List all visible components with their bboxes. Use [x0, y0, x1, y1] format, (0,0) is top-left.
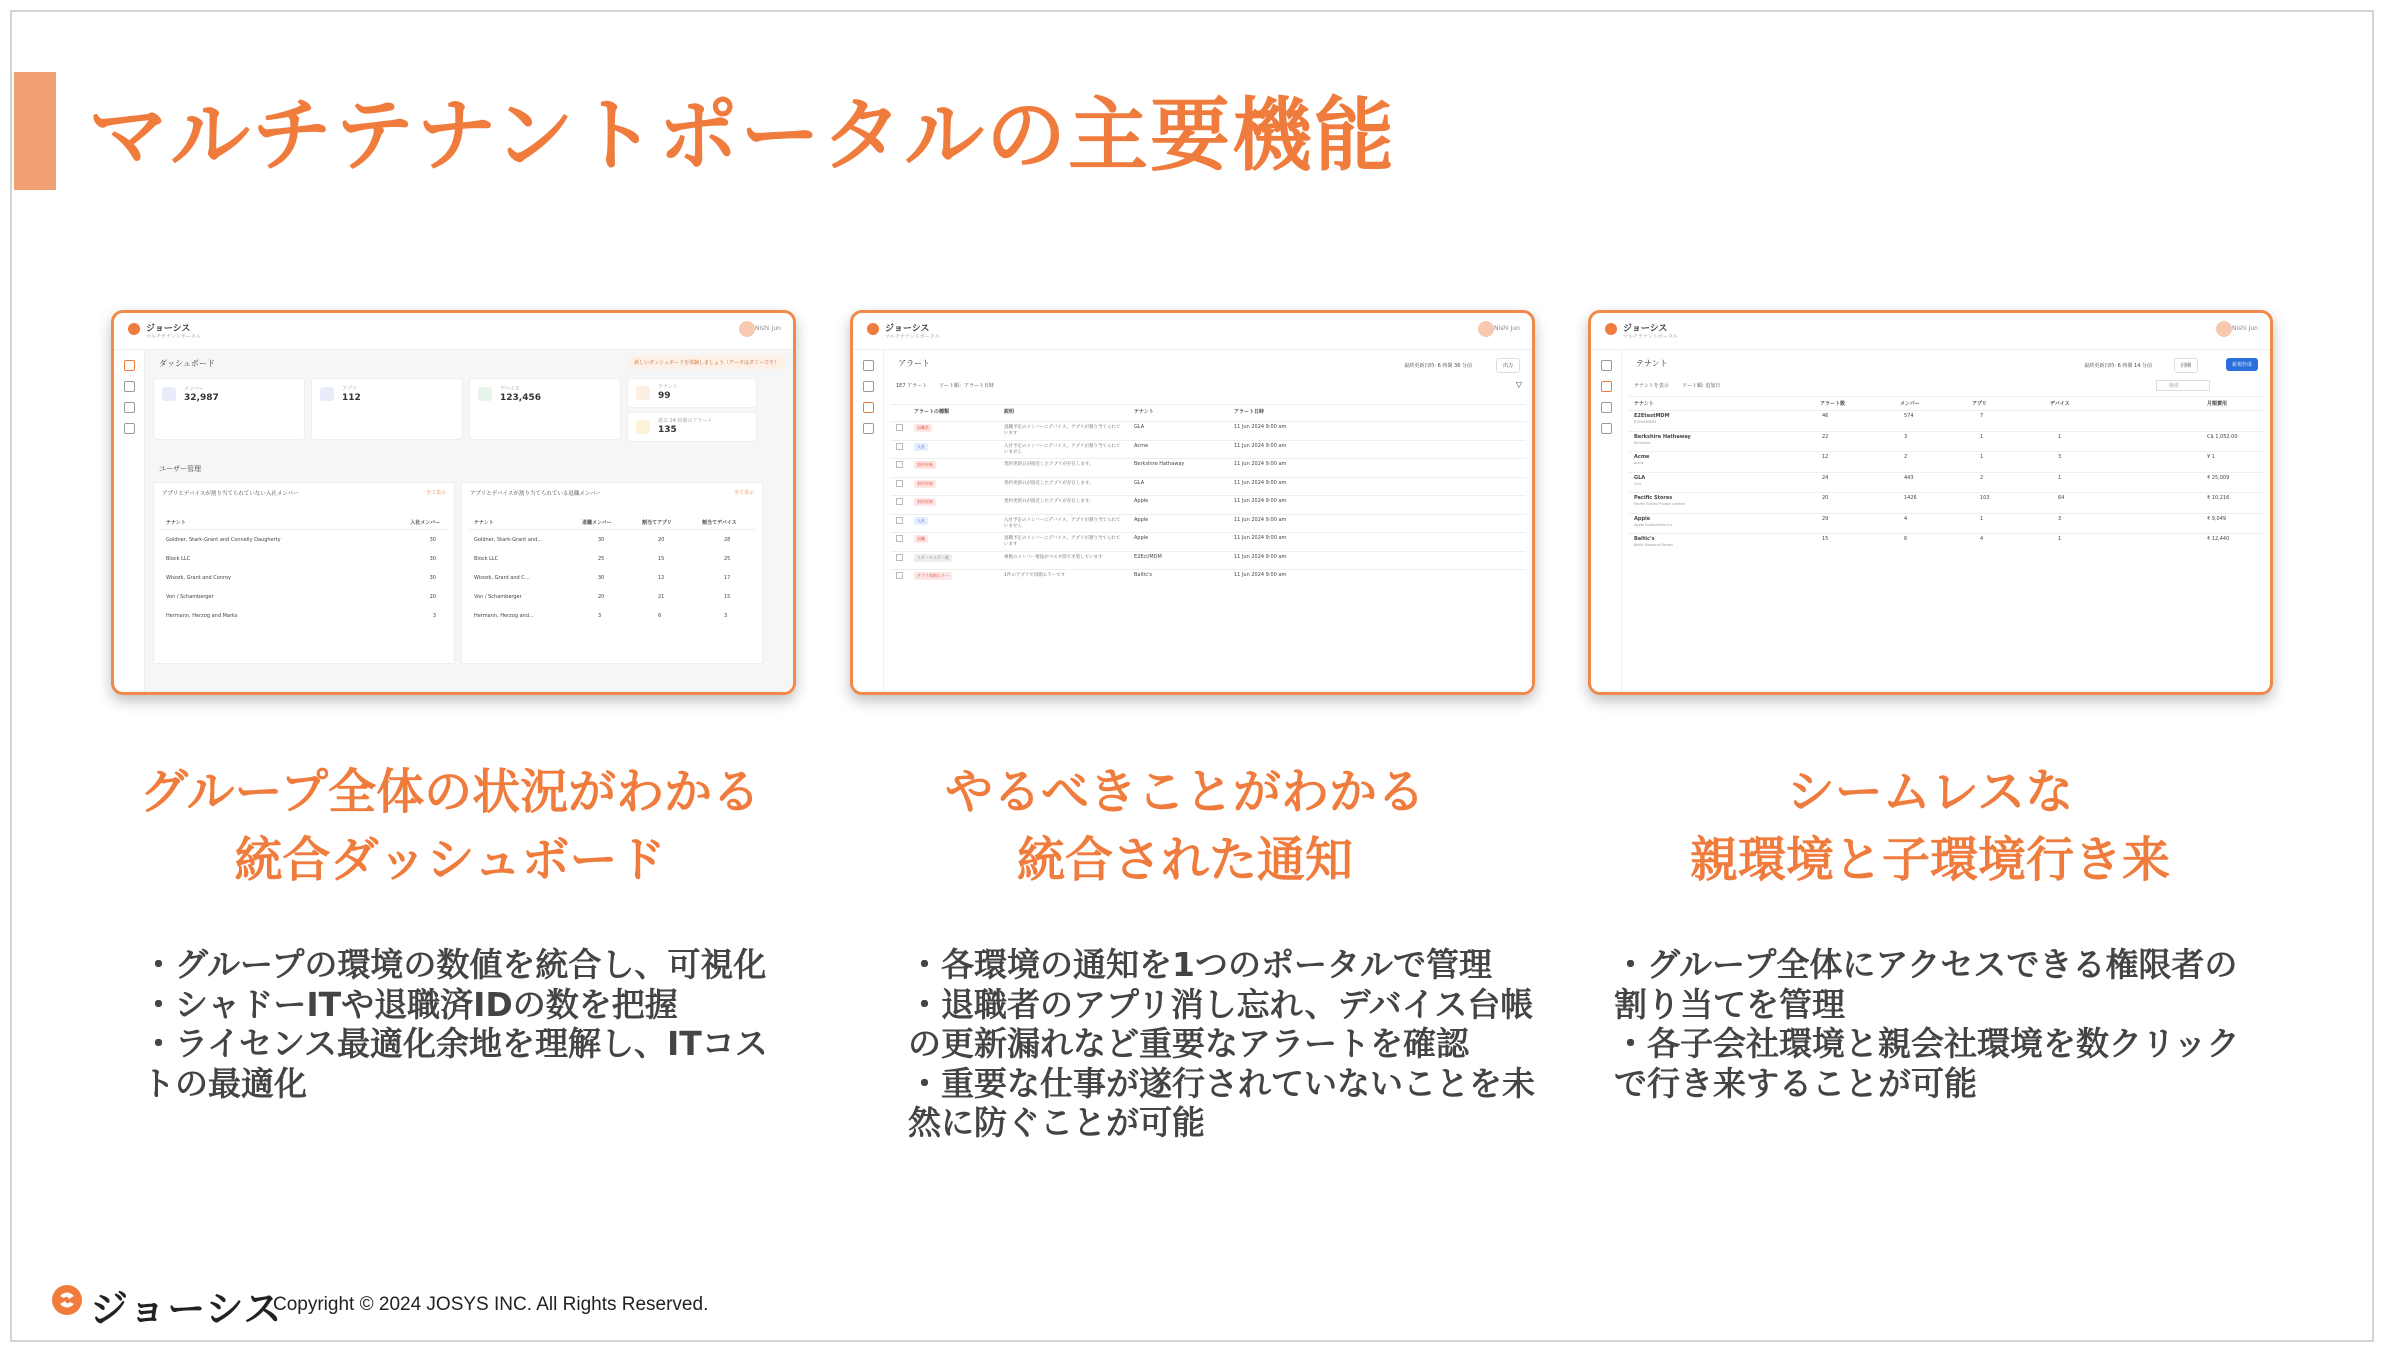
tenant-apps: 7 [1980, 413, 1984, 419]
josys-logo-icon [867, 323, 879, 335]
tenant-subname: Baltic Seasonal Stores [1634, 543, 1673, 547]
alert-tenant[interactable]: Baltic's [1134, 572, 1152, 578]
tenant-members: 2 [1904, 454, 1908, 460]
tenant-members: 6 [1904, 536, 1908, 542]
tenants-screenshot [1588, 310, 2273, 695]
tenant-devices: 3 [2058, 454, 2062, 460]
alerts-24h-card[interactable]: 過去 24 時間のアラート 135 [627, 412, 757, 442]
alert-tenant[interactable]: Apple [1134, 516, 1149, 523]
alert-type-badge: ステータス不一致 [914, 554, 952, 562]
tenant-view-filter[interactable]: テナントを表示 [1634, 383, 1669, 389]
page-title: テナント [1636, 359, 1668, 368]
slide-title: マルチテナントポータルの主要機能 [88, 89, 1396, 182]
alert-date: 11 Jun 2024 9:00 am [1234, 479, 1287, 486]
sort-filter[interactable]: ソート順: 追加日 [1682, 383, 1721, 389]
tenant-alerts: 15 [1822, 536, 1829, 542]
tenant-apps: 1 [1980, 454, 1984, 460]
row-checkbox[interactable] [896, 572, 903, 579]
app-header [1591, 313, 2270, 350]
alerts-nav-icon[interactable] [863, 402, 874, 413]
sidebar [114, 350, 145, 692]
dashboard-nav-icon[interactable] [1601, 360, 1612, 371]
create-tenant-button[interactable]: 新規作成 [2226, 358, 2258, 371]
tenant-apps: 2 [1980, 474, 1984, 481]
tenant-cost: ₹ 12,440 [2207, 536, 2230, 542]
alert-date: 11 Jun 2024 9:00 am [1234, 424, 1287, 430]
title-accent-bar [14, 72, 56, 190]
dashboard-nav-icon[interactable] [124, 360, 135, 371]
alert-description: 退職予定のメンバーにデバイス、アプリが割り当てられています [1004, 536, 1121, 547]
row-checkbox[interactable] [896, 480, 903, 487]
tenant-alerts: 20 [1822, 495, 1829, 501]
apps-card[interactable]: アプリ 112 [311, 378, 463, 440]
tenant-alerts: 12 [1822, 454, 1829, 460]
alert-description: 契約更新日が接近したアプリが存在します。 [1004, 499, 1094, 504]
tenant-members: 1426 [1904, 495, 1917, 501]
alert-date: 11 Jun 2024 9:00 am [1234, 572, 1287, 578]
josys-logo-icon [50, 1283, 84, 1317]
app-header [114, 313, 793, 350]
josys-logo-icon [128, 323, 140, 335]
alerts-nav-icon[interactable] [124, 402, 135, 413]
feature-heading-switching: シームレスな 親環境と子環境行き来 [1689, 764, 2170, 889]
alert-description: 退職予定のメンバーにデバイス、アプリが割り当てられています [1004, 425, 1121, 436]
table-row[interactable]: Goldner, Stark-Grant and... [474, 537, 543, 543]
tenant-subname: GLA [1634, 481, 1642, 486]
tenant-alerts: 29 [1822, 515, 1829, 522]
view-all-link[interactable]: 全て表示 [425, 490, 446, 496]
alert-date: 11 Jun 2024 9:00 am [1234, 516, 1287, 523]
alert-bell-icon [636, 420, 650, 434]
tenants-nav-icon[interactable] [124, 423, 135, 434]
footer-brand: ジョーシス [90, 1287, 283, 1331]
tenant-cost: ₹ 10,216 [2207, 495, 2230, 501]
tenant-devices: 3 [2058, 515, 2062, 522]
members-card[interactable]: メンバー 32,987 [153, 378, 305, 440]
alert-type-badge: アプリ同期エラー [914, 572, 952, 580]
alerts-nav-icon[interactable] [1601, 402, 1612, 413]
tenant-apps: 4 [1980, 536, 1984, 542]
tenant-members: 443 [1904, 474, 1914, 481]
alert-tenant[interactable]: GLA [1134, 479, 1145, 486]
row-checkbox[interactable] [896, 535, 903, 542]
tenant-subname: Pacific Stores Private Limited [1634, 502, 1685, 506]
table-row[interactable]: Wisozk, Grant and Conroy [166, 575, 231, 581]
alert-date: 11 Jun 2024 9:00 am [1234, 553, 1287, 560]
last-updated: 最終更新日時: 6 時間 36 分前 [1404, 363, 1472, 369]
alert-tenant[interactable]: GLA [1134, 424, 1145, 430]
tenants-card[interactable]: テナント 99 [627, 378, 757, 408]
assigned-leavers-panel: アプリとデバイスが割り当てられている退職メンバー 全て表示 テナント 退職メンバー 割当てアプリ 割当てデバイス Goldner, Stark-Grant and... 30 20 28 Block LLC 25 15 25 Wisozk, Grant and C... 30 12 17 Von / Schamberger 20 21 15 Hermann, Herzog and... 3 6 3 [461, 482, 763, 664]
alert-type-badge: 入社 [914, 443, 928, 451]
page-title: アラート [898, 359, 930, 368]
tenant-apps: 103 [1980, 495, 1990, 501]
table-row[interactable]: Hermann, Herzog and Marks [166, 613, 238, 619]
tenant-cost: ₹ 25,009 [2207, 474, 2230, 481]
alert-type-badge: 退職者 [914, 424, 932, 432]
alert-tenant[interactable]: E2Ecl/MDM [1134, 553, 1162, 560]
members-nav-icon[interactable] [124, 381, 135, 392]
row-checkbox[interactable] [896, 461, 903, 468]
row-checkbox[interactable] [896, 498, 903, 505]
alerts-main: アラート 最終更新日時: 6 時間 36 分前 出力 1E7 アラート ソート順：アラート日時 ▽ アラートの種類 説明 テナント アラート日時 退職者 退職予定のメンバーにデバイス、アプリが割り当てられています GLA 11 Jun 2024 9:00 am 入社 入社予定のメンバーにデバイス、アプリが割り当てられていません Acme 11 Jun 2024 9:00 am 契約更新 契約更新日が接近したアプリが存在します。 Berkshire Hathaway 11 Jun 2024 9:00 am 契約更新 契約更新日が接近したアプリが存在します。 GLA 11 Jun 2024 9:00 am 契約更新 契約更新日が接近したアプリが存在します。 Apple 11 Jun 2024 9:00 am 入社 入社予定のメンバーにデバイス、アプリが割り当てられていません Apple 11 Jun 2024 9:00 am 退職 退職予定のメンバーにデバイス、アプリが割り当てられています Apple 11 Jun 2024 9:00 am ステータス不一致 複数のメンバー情報がマスタ間で矛盾しています E2Ecl/MDM 11 Jun 2024 9:00 am アプリ同期エラー 1件のアプリで同期エラーです Baltic's 11 Jun 2024 9:00 am [884, 350, 1532, 692]
tenant-subname: Apple Subsidiaries Inc [1634, 522, 1673, 527]
alert-tenant[interactable]: Acme [1134, 442, 1149, 449]
alert-date: 11 Jun 2024 9:00 am [1234, 442, 1287, 449]
sidebar [853, 350, 884, 692]
user-avatar[interactable] [739, 321, 755, 337]
row-checkbox[interactable] [896, 554, 903, 561]
tenants-nav-icon[interactable] [1601, 423, 1612, 434]
sort-filter[interactable]: ソート順：アラート日時 [939, 383, 995, 389]
tenants-icon [636, 386, 650, 400]
alert-date: 11 Jun 2024 9:00 am [1234, 535, 1287, 541]
table-row[interactable]: Wisozk, Grant and C... [474, 575, 530, 581]
tenant-name[interactable]: Pacific Stores [1634, 495, 1673, 501]
tenant-name[interactable]: GLA [1634, 474, 1646, 481]
row-checkbox[interactable] [896, 517, 903, 524]
table-row[interactable]: Block LLC [474, 556, 499, 562]
feature-heading-notifications: やるべきことがわかる 統合された通知 [944, 764, 1425, 889]
alert-description: 1件のアプリで同期エラーです [1004, 573, 1066, 578]
alert-tenant[interactable]: Apple [1134, 498, 1149, 504]
devices-icon [478, 387, 492, 401]
alert-date: 11 Jun 2024 9:00 am [1234, 498, 1287, 504]
tenant-subname: E2EtestMDM [1634, 420, 1657, 424]
tenant-cost: ¥ 1 [2207, 454, 2215, 460]
alert-type-badge: 契約更新 [914, 480, 936, 488]
dashboard-screenshot [111, 310, 796, 695]
members-nav-icon[interactable] [863, 381, 874, 392]
apps-icon [320, 387, 334, 401]
filter-icon[interactable]: ▽ [1515, 380, 1522, 389]
user-name[interactable]: Nishi Jun [1493, 325, 1520, 332]
alert-type-badge: 契約更新 [914, 498, 936, 506]
tenant-name[interactable]: E2EtestMDM [1634, 413, 1670, 419]
page-title: ダッシュボード [159, 359, 215, 368]
search-input[interactable]: 検索 [2156, 380, 2210, 391]
table-row[interactable]: Hermann, Herzog and... [474, 613, 534, 619]
alert-description: 契約更新日が接近したアプリが存在します。 [1004, 462, 1094, 467]
alert-type-badge: 退職 [914, 535, 928, 543]
alert-type-badge: 入社 [914, 517, 928, 525]
alert-description: 契約更新日が接近したアプリが存在します。 [1004, 480, 1094, 486]
app-brand: ジョーシス [1623, 324, 1668, 334]
user-name[interactable]: Nishi Jun [754, 325, 781, 332]
tenant-devices: 64 [2058, 495, 2065, 501]
tenant-members: 4 [1904, 515, 1908, 522]
tenant-devices: 1 [2058, 536, 2062, 542]
alert-description: 入社予定のメンバーにデバイス、アプリが割り当てられていません [1004, 443, 1121, 455]
tenant-name[interactable]: Baltic's [1634, 536, 1655, 542]
tenant-alerts: 22 [1822, 433, 1829, 440]
tenant-alerts: 46 [1822, 413, 1829, 419]
copyright-text: Copyright © 2024 JOSYS INC. All Rights Reserved. [273, 1294, 709, 1315]
tenants-main: テナント 最終更新日時: 6 時間 14 分前 同期 新規作成 テナントを表示 ソート順: 追加日 検索 テナント アラート数 メンバー アプリ デバイス 月額費用 E2EtestMDM E2EtestMDM 46 574 7 Berkshire Hathaway Berkshire 22 3 1 1 C$ 1,052.00 Acme Acme 12 2 1 3 ¥ 1 GLA GLA 24 443 2 1 ₹ 25,009 Pacific Stores Pacific Stores Private Limited 20 1426 103 64 ₹ 10,216 Apple Apple Subsidiaries Inc 29 4 1 3 ₹ 9,049 Baltic's Baltic Seasonal Stores 15 6 4 1 ₹ 12,440 [1622, 350, 2270, 692]
alert-date: 11 Jun 2024 9:00 am [1234, 461, 1287, 467]
app-subtitle: マルチテナントポータル [146, 334, 201, 340]
table-row[interactable]: Von / Schamberger [474, 594, 522, 600]
tenant-devices: 1 [2058, 474, 2062, 481]
feature-heading-dashboard: グループ全体の状況がわかる 統合ダッシュボード [139, 764, 761, 889]
alert-type-badge: 契約更新 [914, 461, 936, 469]
tenant-name[interactable]: Berkshire Hathaway [1634, 433, 1691, 440]
tenant-cost: ₹ 9,049 [2207, 515, 2227, 522]
tenant-subname: Berkshire [1634, 440, 1651, 445]
feature-bullets-switching: ・グループ全体にアクセスできる権限者の 割り当てを管理 ・各子会社環境と親会社環境を数クリック で行き来することが可能 [1614, 945, 2240, 1103]
feature-bullets-dashboard: ・グループの環境の数値を統合し、可視化 ・シャドーITや退職済IDの数を把握 ・ライセンス最適化余地を理解し、ITコス トの最適化 [142, 945, 768, 1103]
user-name[interactable]: Nishi Jun [2231, 325, 2258, 332]
tenant-devices: 1 [2058, 433, 2062, 440]
sidebar [1591, 350, 1622, 692]
tenant-apps: 1 [1980, 433, 1984, 440]
row-checkbox[interactable] [896, 424, 903, 431]
tenant-apps: 1 [1980, 515, 1984, 522]
alert-description: 複数のメンバー情報がマスタ間で矛盾しています [1004, 554, 1103, 560]
members-icon [162, 387, 176, 401]
export-button[interactable]: 出力 [1496, 358, 1520, 373]
tenant-members: 574 [1904, 413, 1914, 419]
unassigned-joiners-panel: アプリとデバイスが割り当てられていない入社メンバー 全て表示 テナント 入社メンバー Goldner, Stark-Grant and Connelly Daugherty 30 Block LLC 30 Wisozk, Grant and Conroy 30 Von / Schamberger 20 Hermann, Herzog and Marks 3 [153, 482, 455, 664]
user-management-heading: ユーザー管理 [159, 465, 201, 473]
table-row[interactable]: Block LLC [166, 556, 191, 562]
members-nav-icon[interactable] [1601, 381, 1612, 392]
view-all-link[interactable]: 全て表示 [733, 490, 754, 496]
tenants-nav-icon[interactable] [863, 423, 874, 434]
alert-description: 入社予定のメンバーにデバイス、アプリが割り当てられていません [1004, 517, 1121, 529]
alert-count-filter[interactable]: 1E7 アラート [896, 383, 928, 389]
last-updated: 最終更新日時: 6 時間 14 分前 [2084, 363, 2152, 369]
tenant-name[interactable]: Acme [1634, 454, 1650, 460]
user-avatar[interactable] [2216, 321, 2232, 337]
tenant-alerts: 24 [1822, 474, 1829, 481]
alerts-screenshot [850, 310, 1535, 695]
devices-card[interactable]: デバイス 123,456 [469, 378, 621, 440]
table-row[interactable]: Von / Schamberger [166, 594, 214, 600]
sync-button[interactable]: 同期 [2174, 358, 2198, 373]
feature-bullets-notifications: ・各環境の通知を1つのポータルで管理 ・退職者のアプリ消し忘れ、デバイス台帳 の更新漏れなど重要なアラートを確認 ・重要な仕事が遂行されていないことを未 然に防ぐことが可能 [908, 945, 1535, 1143]
table-row[interactable]: Goldner, Stark-Grant and Connelly Daugherty [166, 537, 281, 543]
app-brand: ジョーシス [885, 324, 930, 334]
josys-logo-icon [1605, 323, 1617, 335]
tenant-members: 3 [1904, 433, 1908, 440]
tenant-cost: C$ 1,052.00 [2207, 433, 2238, 440]
app-header [853, 313, 1532, 350]
row-checkbox[interactable] [896, 443, 903, 450]
tenant-name[interactable]: Apple [1634, 515, 1651, 522]
dummy-data-notice[interactable]: 新しいダッシュボードを体験しましょう（データはダミーです） [628, 356, 785, 369]
dashboard-nav-icon[interactable] [863, 360, 874, 371]
alert-tenant[interactable]: Berkshire Hathaway [1134, 461, 1185, 467]
app-brand: ジョーシス [146, 324, 191, 334]
user-avatar[interactable] [1478, 321, 1494, 337]
dashboard-main [145, 350, 793, 692]
alert-tenant[interactable]: Apple [1134, 535, 1149, 541]
app-subtitle: マルチテナントポータル [1623, 334, 1678, 340]
app-subtitle: マルチテナントポータル [885, 334, 940, 340]
tenant-subname: Acme [1634, 461, 1644, 465]
